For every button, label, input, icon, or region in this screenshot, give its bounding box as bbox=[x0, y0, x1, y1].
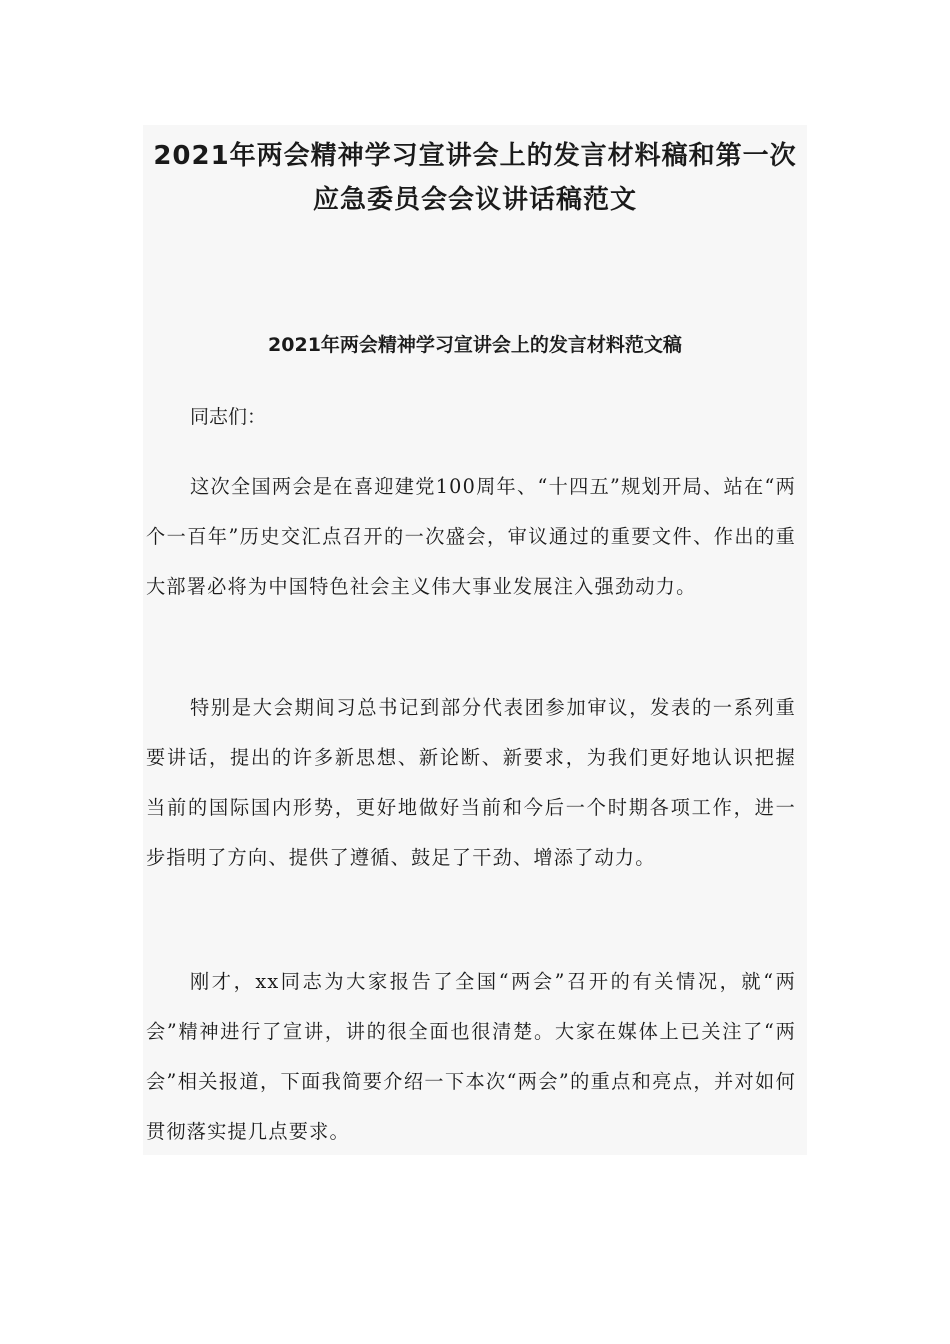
paragraph-1: 这次全国两会是在喜迎建党100周年、“十四五”规划开局、站在“两个一百年”历史交汇点召开的一次盛会，审议通过的重要文件、作出的重大部署必将为中国特色社会主义伟大事业发展注入强劲动力。 bbox=[146, 475, 796, 598]
paragraph-3: 刚才，xx同志为大家报告了全国“两会”召开的有关情况，就“两会”精神进行了宣讲，讲的很全面也很清楚。大家在媒体上已关注了“两会”相关报道，下面我简要介绍一下本次“两会”的重点和亮点，并对如何贯彻落实提几点要求。 bbox=[146, 970, 796, 1143]
paragraph-2: 特别是大会期间习总书记到部分代表团参加审议，发表的一系列重要讲话，提出的许多新思想、新论断、新要求，为我们更好地认识把握当前的国际国内形势，更好地做好当前和今后一个时期各项工作，进一步指明了方向、提供了遵循、鼓足了干劲、增添了动力。 bbox=[146, 696, 796, 869]
document-title: 2021年两会精神学习宣讲会上的发言材料稿和第一次应急委员会会议讲话稿范文 bbox=[153, 141, 797, 215]
salutation: 同志们： bbox=[190, 406, 267, 428]
section-title: 2021年两会精神学习宣讲会上的发言材料范文稿 bbox=[268, 334, 682, 356]
